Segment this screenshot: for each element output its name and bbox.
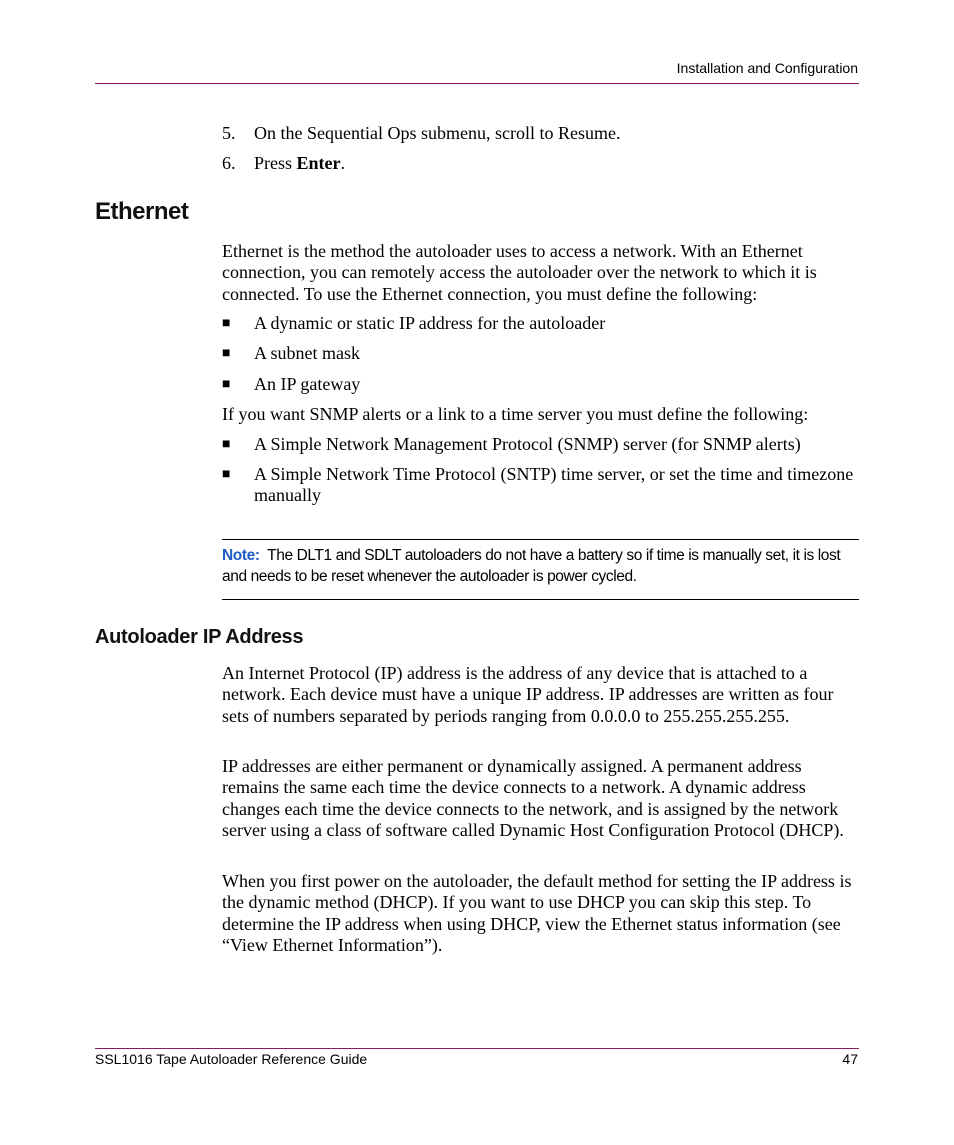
note-label: Note:: [222, 547, 260, 564]
note-top-rule: [222, 539, 859, 540]
paragraph: IP addresses are either permanent or dynamically assigned. A permanent address remains the same each time the device connects to a network. A dynamic address changes each time the device connects to the network, and is assigned by the network server using a class of software called Dynamic Host Configuration Protocol (DHCP).: [222, 756, 844, 840]
footer-guide-title: SSL1016 Tape Autoloader Reference Guide: [95, 1051, 368, 1067]
subsection-heading: Autoloader IP Address: [95, 626, 304, 648]
step-text: Press Enter.: [254, 153, 346, 173]
step-number: 5.: [222, 123, 236, 143]
list-item: A dynamic or static IP address for the autoloader: [254, 313, 606, 333]
paragraph: An Internet Protocol (IP) address is the address of any device that is attached to a network. Each device must have a unique IP address. IP addresses are written as four sets of numbers separated by periods ranging from 0.0.0.0 to 255.255.255.255.: [222, 663, 834, 726]
note-bottom-rule: [222, 599, 859, 600]
list-item: A Simple Network Time Protocol (SNTP) time server, or set the time and timezone manually: [254, 464, 854, 506]
note: [222, 545, 862, 587]
bullet-icon: ■: [222, 467, 231, 482]
bullet-icon: ■: [222, 377, 231, 392]
note-text: The DLT1 and SDLT autoloaders do not have a battery so if time is manually set, it is lost and needs to be reset whenever the autoloader is power cycled.: [222, 547, 841, 585]
list-item: An IP gateway: [254, 374, 361, 394]
key-name: Enter: [296, 153, 341, 173]
section-heading: Ethernet: [95, 198, 189, 225]
page-number: 47: [842, 1051, 858, 1067]
header-rule: [95, 83, 859, 84]
step-number: 6.: [222, 153, 236, 173]
running-header: Installation and Configuration: [676, 60, 858, 76]
bullet-icon: ■: [222, 346, 231, 361]
paragraph: When you first power on the autoloader, the default method for setting the IP address is the dynamic method (DHCP). If you want to use DHCP you can skip this step. To determine the IP address when using DHCP, view the Ethernet status information (see “View Ethernet Information”).: [222, 871, 852, 955]
paragraph: If you want SNMP alerts or a link to a time server you must define the following:: [222, 404, 809, 424]
bullet-icon: ■: [222, 437, 231, 452]
paragraph: Ethernet is the method the autoloader uses to access a network. With an Ethernet connection, you can remotely access the autoloader over the network to which it is connected. To use the Ethernet connection, you must define the following:: [222, 241, 817, 304]
bullet-icon: ■: [222, 316, 231, 331]
list-item: A subnet mask: [254, 343, 360, 363]
list-item: A Simple Network Management Protocol (SNMP) server (for SNMP alerts): [254, 434, 801, 454]
footer-rule: [95, 1048, 859, 1049]
step-text: On the Sequential Ops submenu, scroll to Resume.: [254, 123, 621, 143]
